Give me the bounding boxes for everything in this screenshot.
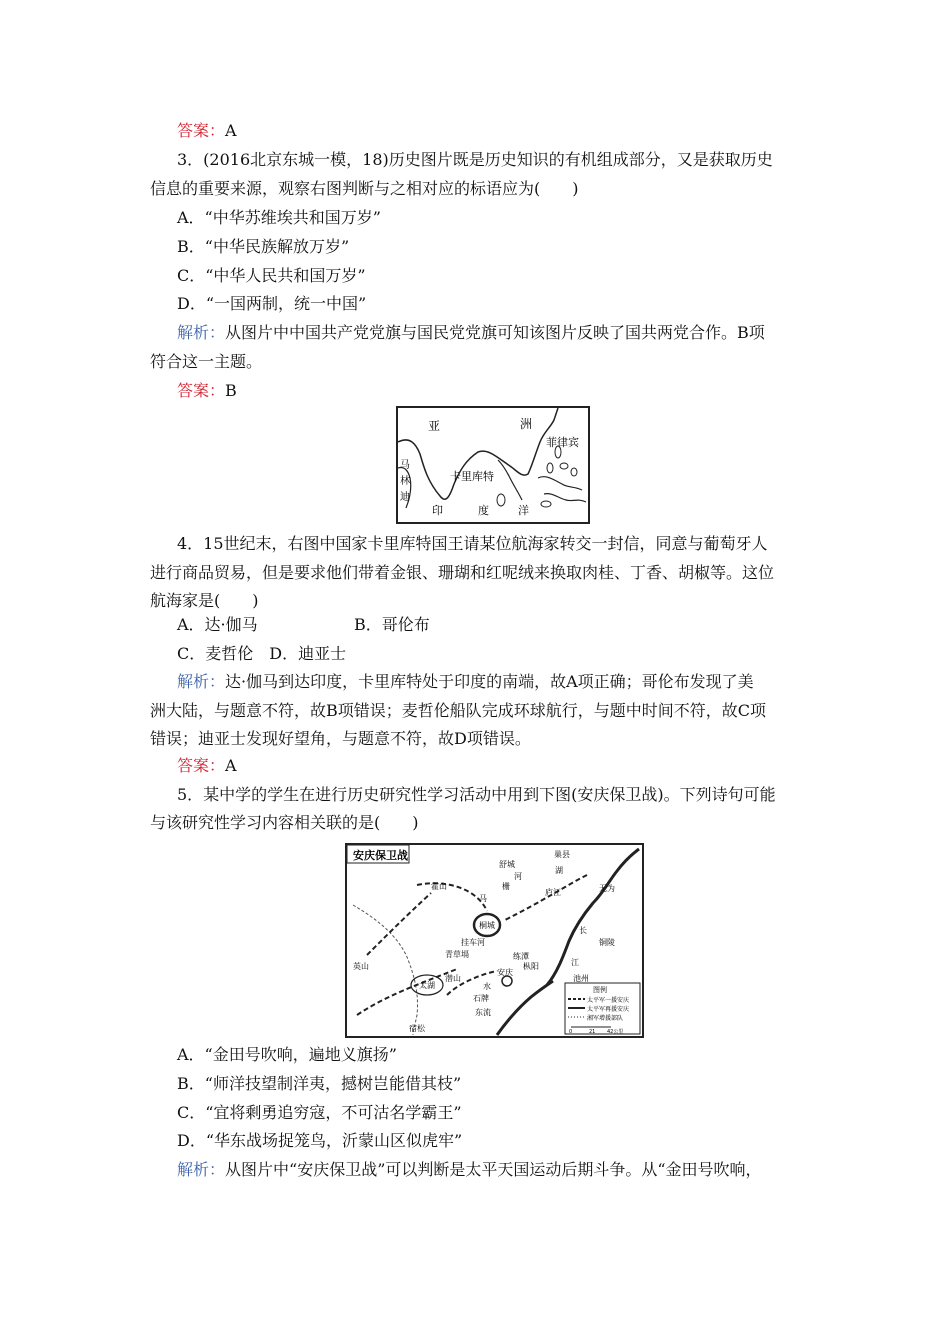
q5-option-b: B．“师洋技望制洋夷，撼树岂能借其枝” bbox=[177, 1074, 462, 1093]
calicut-map-drawing bbox=[398, 408, 588, 522]
place-liantan: 练潭 bbox=[513, 952, 529, 961]
coastline bbox=[398, 408, 558, 499]
place-jiang: 江 bbox=[571, 958, 579, 967]
analysis-text: 从图片中“安庆保卫战”可以判断是太平天国运动后期斗争。从“金田号吹响， bbox=[225, 1160, 762, 1179]
place-fengyang: 枞阳 bbox=[523, 962, 539, 971]
map-label-asia2: 洲 bbox=[520, 417, 533, 431]
legend-item-3: 湘军增援部队 bbox=[587, 1015, 624, 1022]
map-label-philippines: 菲律宾 bbox=[546, 436, 579, 449]
scale-0: 0 bbox=[569, 1029, 573, 1035]
q3-stem-line2: 信息的重要来源，观察右图判断与之相对应的标语应为( ) bbox=[150, 179, 579, 198]
advance-arrow bbox=[503, 875, 587, 921]
analysis-label: 解析： bbox=[177, 1160, 226, 1179]
place-shipai: 石牌 bbox=[473, 994, 489, 1003]
answer-value: B bbox=[225, 381, 237, 400]
q5-option-a: A．“金田号吹响，遍地义旗扬” bbox=[177, 1045, 397, 1064]
q4-option-b: B．哥伦布 bbox=[354, 615, 430, 634]
anqing-battle-map bbox=[345, 843, 644, 1038]
q4-analysis-line1 bbox=[177, 671, 754, 693]
place-chang: 长 bbox=[579, 926, 587, 935]
map-label-malin3: 迪 bbox=[400, 492, 410, 503]
q4-stem-line3: 航海家是( ) bbox=[150, 591, 259, 610]
anqing-map-drawing bbox=[347, 845, 642, 1036]
place-qianshan: 潜山 bbox=[445, 974, 461, 983]
q3-option-b: B．“中华民族解放万岁” bbox=[177, 237, 350, 256]
calicut-map bbox=[396, 406, 590, 524]
map-label-malin1: 马 bbox=[400, 460, 410, 471]
answer-line bbox=[177, 120, 237, 142]
scale-42: 42公里 bbox=[607, 1029, 624, 1035]
q4-option-a: A．达·伽马 bbox=[177, 615, 258, 634]
place-wuwei: 无为 bbox=[599, 884, 615, 893]
map-label-calicut: 卡里库特 bbox=[450, 470, 494, 483]
anqing-marker bbox=[502, 976, 512, 986]
island bbox=[560, 463, 568, 469]
place-qingcaoge: 青草塥 bbox=[445, 950, 469, 959]
q5-stem-line1: 5．某中学的学生在进行历史研究性学习活动中用到下图(安庆保卫战)。下列诗句可能 bbox=[177, 785, 776, 804]
place-anqing: 安庆 bbox=[497, 968, 513, 977]
place-taihu: 太湖 bbox=[419, 981, 435, 990]
place-tongling: 铜陵 bbox=[599, 938, 615, 947]
place-lujiang: 庐江 bbox=[545, 888, 561, 897]
island-chain bbox=[538, 477, 582, 490]
q4-analysis-line3: 错误；迪亚士发现好望角，与题意不符，故D项错误。 bbox=[150, 729, 531, 748]
analysis-text: 达·伽马到达印度，卡里库特处于印度的南端，故A项正确；哥伦布发现了美 bbox=[225, 672, 754, 691]
q5-stem-line2: 与该研究性学习内容相关联的是( ) bbox=[150, 813, 419, 832]
q4-stem-line1: 4．15世纪末，右图中国家卡里库特国王请某位航海家转交一封信，同意与葡萄牙人 bbox=[177, 534, 768, 553]
q4-option-cd: C．麦哲伦 D．迪亚士 bbox=[177, 644, 347, 663]
advance-arrow bbox=[357, 969, 457, 1015]
place-tongcheng: 桐城 bbox=[479, 921, 495, 930]
answer-label: 答案： bbox=[177, 121, 226, 140]
island bbox=[497, 494, 505, 506]
place-chaohu: 巢县 bbox=[554, 850, 570, 859]
place-zha: 栅 bbox=[502, 882, 510, 891]
legend-item-1: 太平军一援安庆 bbox=[587, 997, 630, 1004]
scale-21: 21 bbox=[589, 1029, 596, 1035]
yangtze-river-lower bbox=[497, 981, 553, 1035]
place-he: 河 bbox=[514, 872, 522, 881]
place-shui: 水 bbox=[483, 982, 491, 991]
q3-answer-line bbox=[177, 380, 237, 402]
q5-option-d: D．“华东战场捉笼鸟，沂蒙山区似虎牢” bbox=[177, 1131, 463, 1150]
map-label-malin2: 林 bbox=[400, 476, 410, 487]
map-label-ocean3: 洋 bbox=[518, 504, 529, 517]
place-guacheqho: 挂车河 bbox=[461, 938, 485, 947]
island bbox=[547, 463, 553, 473]
analysis-label: 解析： bbox=[177, 672, 226, 691]
answer-value: A bbox=[225, 121, 237, 140]
advance-arrow bbox=[367, 893, 431, 955]
island bbox=[541, 501, 551, 507]
answer-value: A bbox=[225, 756, 237, 775]
q3-analysis-line1 bbox=[177, 322, 765, 344]
q4-analysis-line2: 洲大陆，与题意不符，故B项错误；麦哲伦船队完成环球航行，与题中时间不符，故C项 bbox=[150, 701, 767, 720]
map-label-ocean2: 度 bbox=[478, 504, 489, 517]
map-title: 安庆保卫战 bbox=[353, 849, 408, 862]
place-dongliu: 东流 bbox=[475, 1008, 491, 1017]
map-label-asia1: 亚 bbox=[428, 419, 441, 433]
place-hu: 湖 bbox=[555, 866, 563, 875]
q5-option-c: C．“宜将剩勇追穷寇，不可沽名学霸王” bbox=[177, 1103, 462, 1122]
place-chizhou: 池州 bbox=[573, 974, 589, 983]
q4-answer-line bbox=[177, 755, 237, 777]
island bbox=[571, 468, 577, 476]
answer-label: 答案： bbox=[177, 381, 226, 400]
legend-title: 图例 bbox=[593, 986, 607, 994]
q3-analysis-line2: 符合这一主题。 bbox=[150, 352, 263, 371]
place-shucheng: 舒城 bbox=[499, 860, 515, 869]
place-huoshan: 霍山 bbox=[431, 882, 447, 891]
q4-stem-line2: 进行商品贸易，但是要求他们带着金银、珊瑚和红呢绒来换取肉桂、丁香、胡椒等。这位 bbox=[150, 563, 775, 582]
place-susong: 宿松 bbox=[409, 1024, 425, 1033]
island-chain bbox=[544, 494, 586, 502]
analysis-text: 从图片中中国共产党党旗与国民党党旗可知该图片反映了国共两党合作。B项 bbox=[225, 323, 765, 342]
q3-option-c: C．“中华人民共和国万岁” bbox=[177, 266, 366, 285]
answer-label: 答案： bbox=[177, 756, 226, 775]
place-ma: 马 bbox=[479, 894, 487, 903]
analysis-label: 解析： bbox=[177, 323, 226, 342]
place-yingshan: 英山 bbox=[353, 962, 369, 971]
q5-analysis-line1 bbox=[177, 1159, 762, 1181]
q3-option-d: D．“一国两制，统一中国” bbox=[177, 294, 367, 313]
map-label-ocean1: 印 bbox=[432, 504, 443, 517]
q3-stem-line1: 3．(2016北京东城一模，18)历史图片既是历史知识的有机组成部分，又是获取历史 bbox=[177, 150, 773, 169]
q3-option-a: A．“中华苏维埃共和国万岁” bbox=[177, 208, 381, 227]
legend-item-2: 太平军再援安庆 bbox=[587, 1006, 630, 1013]
